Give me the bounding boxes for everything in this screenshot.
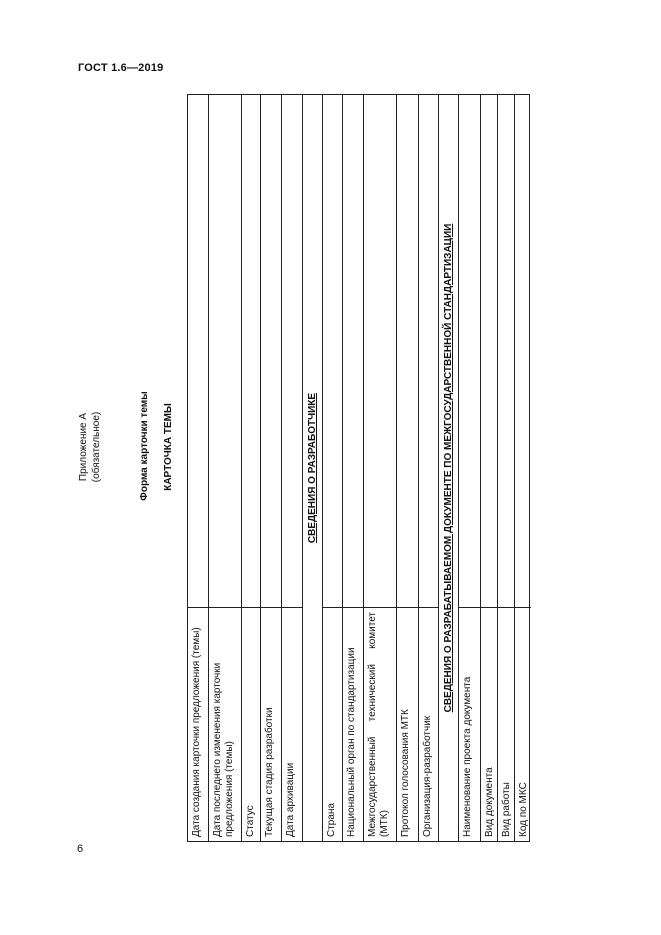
row-label: Дата последнего изменения карточки предложения (темы) bbox=[209, 607, 241, 841]
table-row bbox=[363, 95, 396, 841]
table-row bbox=[260, 95, 281, 841]
row-label: Межгосударственный технический комитет (МТК) bbox=[364, 607, 396, 841]
value-cell[interactable] bbox=[459, 95, 480, 607]
table-row bbox=[208, 95, 241, 841]
topic-card-table bbox=[187, 94, 530, 842]
table-row bbox=[281, 95, 302, 841]
appendix-status: (обязательное) bbox=[91, 411, 102, 483]
value-cell[interactable] bbox=[515, 95, 531, 607]
table-row bbox=[188, 95, 208, 841]
card-title: КАРТОЧКА ТЕМЫ bbox=[163, 403, 174, 491]
row-label: Дата создания карточки предложения (темы) bbox=[188, 607, 208, 841]
table-row bbox=[418, 95, 438, 841]
section-document: СВЕДЕНИЯ О РАЗРАБАТЫВАЕМОМ ДОКУМЕНТЕ ПО МЕЖГОСУДАРСТВЕННОЙ СТАНДАРТИЗАЦИИ bbox=[438, 95, 458, 841]
table-row bbox=[241, 95, 260, 841]
row-label: Статус bbox=[242, 607, 260, 841]
table-row bbox=[514, 95, 531, 841]
section-developer: СВЕДЕНИЯ О РАЗРАБОТЧИКЕ bbox=[302, 95, 322, 841]
table-row bbox=[458, 95, 480, 841]
row-label: Протокол голосования МТК bbox=[397, 607, 418, 841]
row-label: Вид работы bbox=[498, 607, 514, 841]
row-label: Вид документа bbox=[481, 607, 497, 841]
value-cell[interactable] bbox=[498, 95, 514, 607]
row-label: Национальный орган по стандартизации bbox=[343, 607, 363, 841]
form-title: Форма карточки темы bbox=[139, 391, 150, 501]
row-label: Код по МКС bbox=[515, 607, 531, 841]
table-row bbox=[497, 95, 514, 841]
value-cell[interactable] bbox=[261, 95, 281, 607]
appendix-title: Приложение А bbox=[78, 412, 89, 482]
table-row bbox=[322, 95, 342, 841]
table-row bbox=[396, 95, 418, 841]
table-row bbox=[342, 95, 363, 841]
row-label: Дата архивации bbox=[282, 607, 302, 841]
value-cell[interactable] bbox=[282, 95, 302, 607]
row-label: Текущая стадия разработки bbox=[261, 607, 281, 841]
row-label: Организация-разработчик bbox=[419, 607, 438, 841]
value-cell[interactable] bbox=[188, 95, 208, 607]
page-number: 6 bbox=[77, 843, 84, 855]
value-cell[interactable] bbox=[364, 95, 396, 607]
value-cell[interactable] bbox=[481, 95, 497, 607]
value-cell[interactable] bbox=[397, 95, 418, 607]
row-label: Наименование проекта документа bbox=[459, 607, 480, 841]
value-cell[interactable] bbox=[242, 95, 260, 607]
table-row bbox=[480, 95, 497, 841]
value-cell[interactable] bbox=[419, 95, 438, 607]
row-label: Страна bbox=[323, 607, 342, 841]
value-cell[interactable] bbox=[323, 95, 342, 607]
value-cell[interactable] bbox=[209, 95, 241, 607]
document-code: ГОСТ 1.6—2019 bbox=[78, 62, 164, 74]
value-cell[interactable] bbox=[343, 95, 363, 607]
